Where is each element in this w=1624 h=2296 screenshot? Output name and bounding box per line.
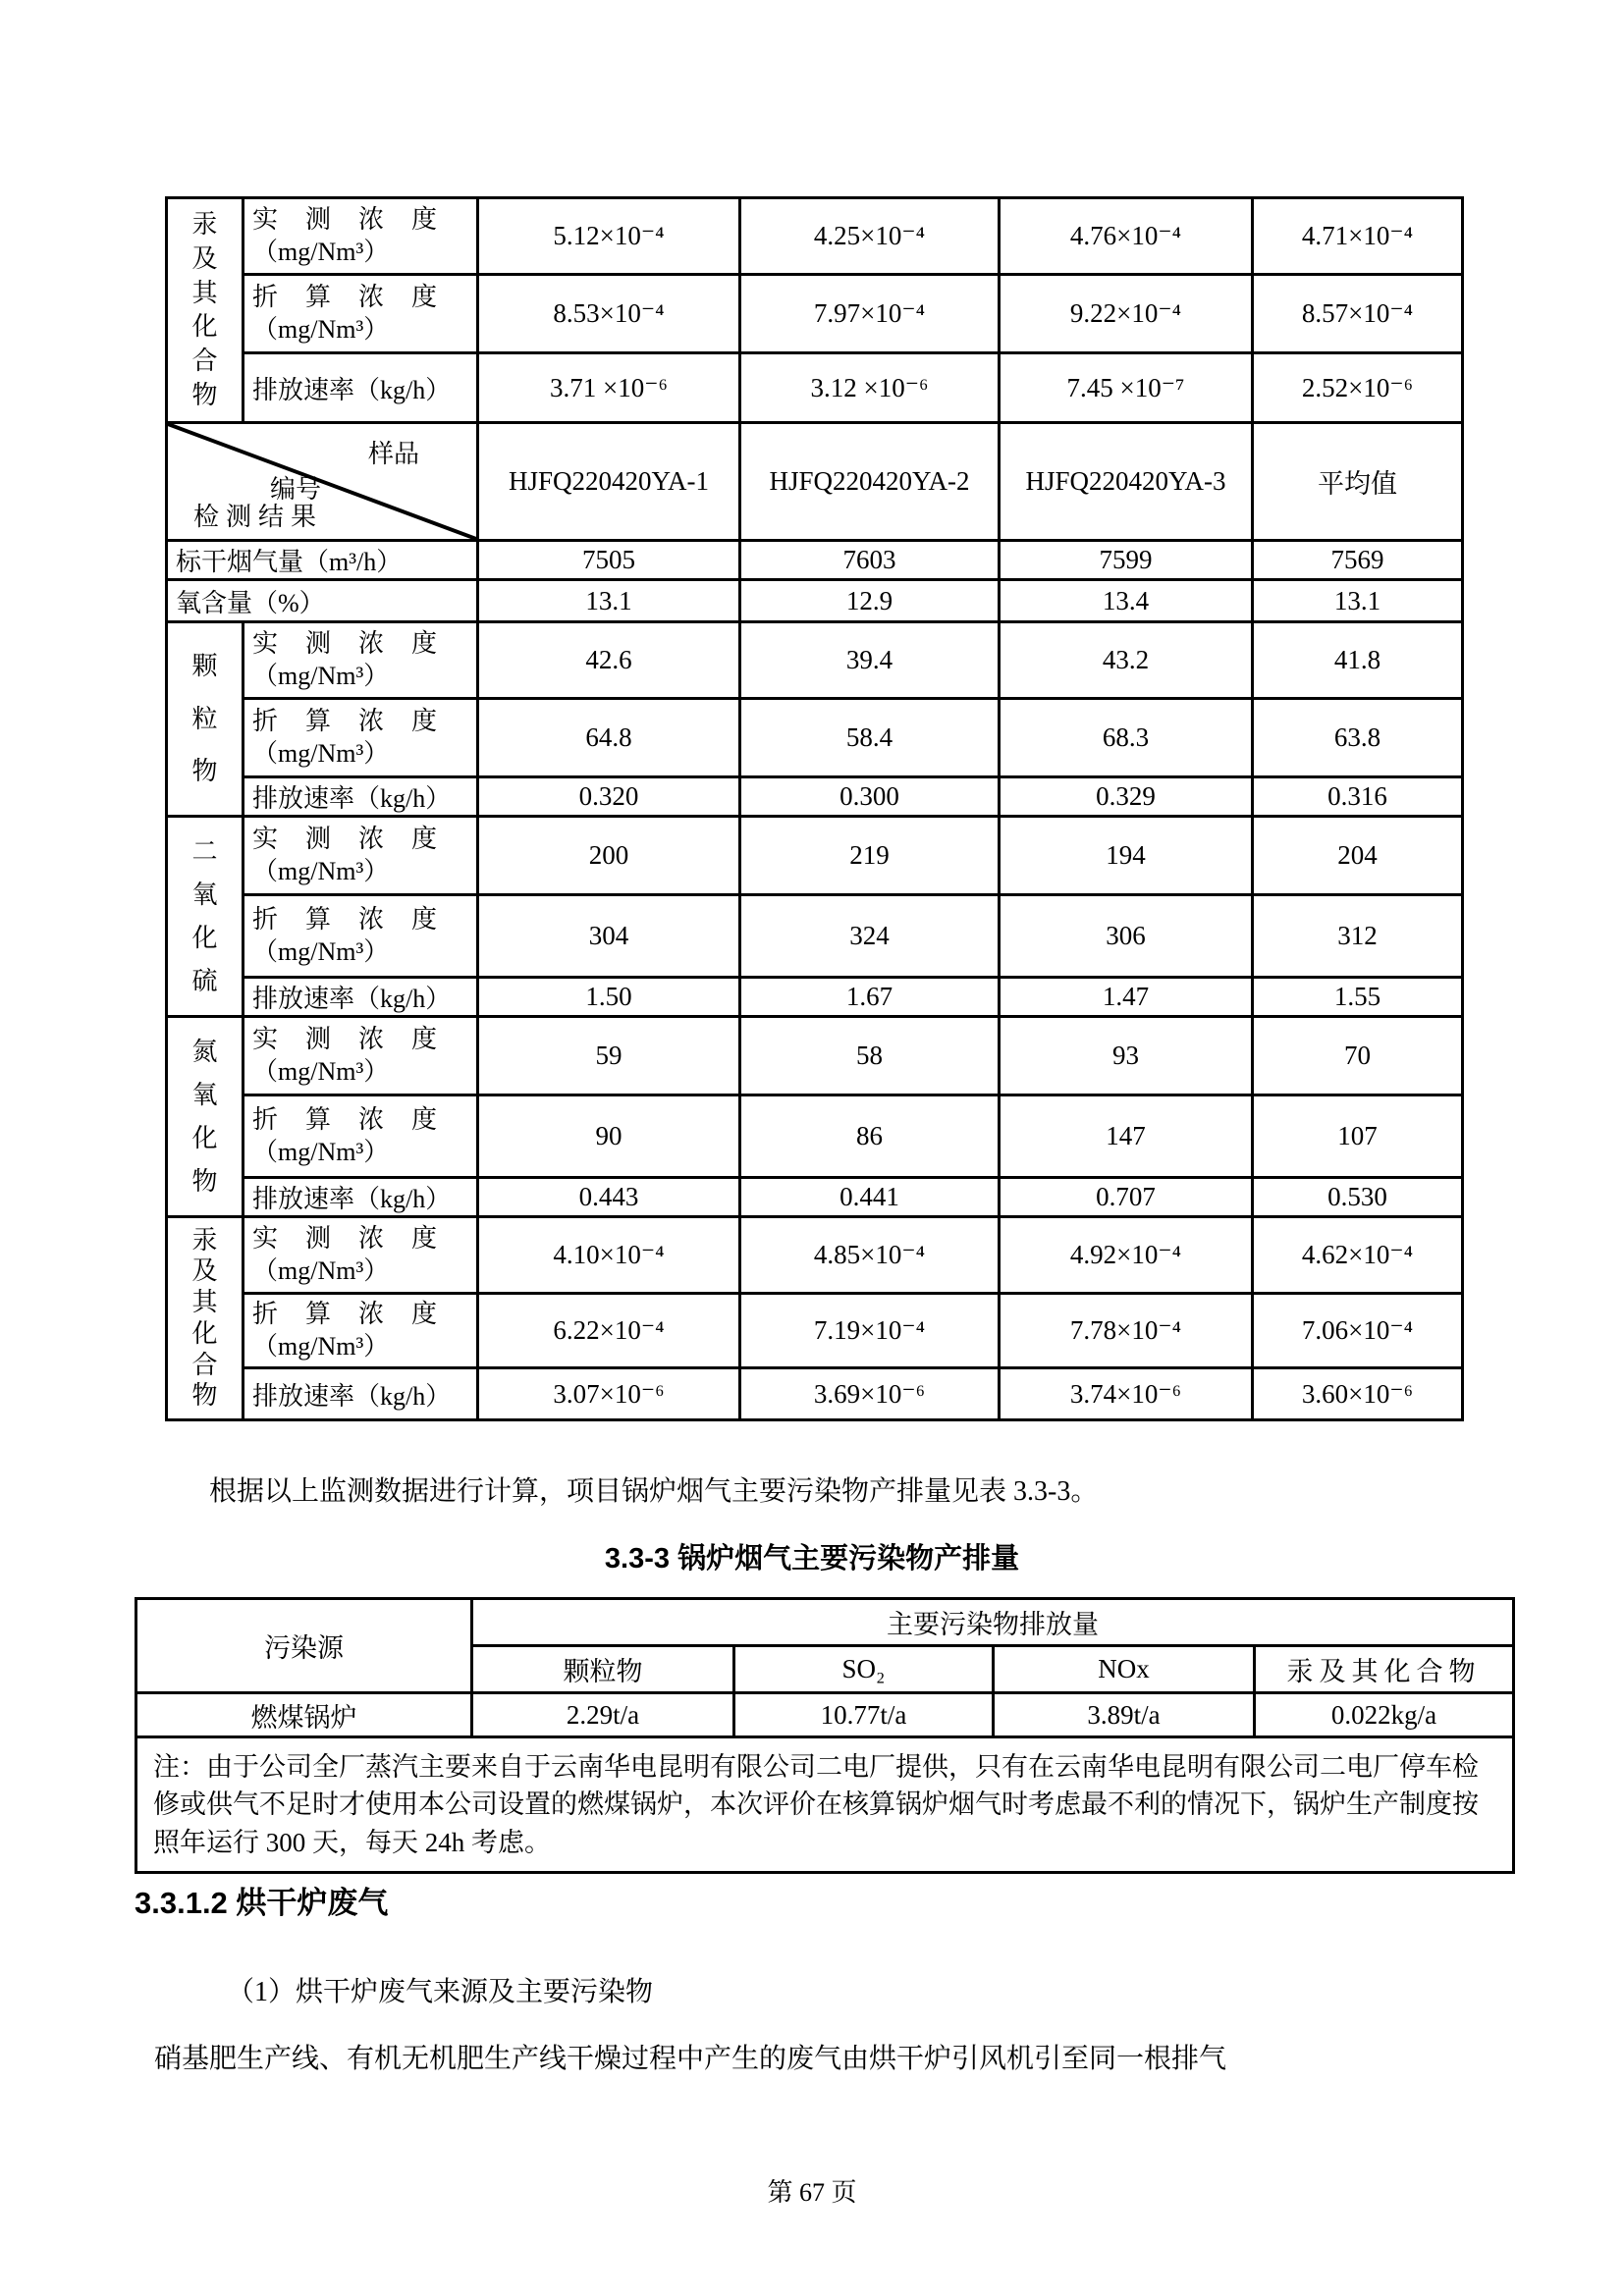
param-label: 排放速率（kg/h）: [252, 985, 452, 1013]
param-cell: [244, 1178, 478, 1217]
paragraph-subitem: （1）烘干炉废气来源及主要污染物: [227, 1977, 654, 2007]
value-cell: 64.8: [478, 699, 740, 777]
col-header-source: 污染源: [136, 1599, 472, 1693]
param-cell: [244, 1294, 478, 1368]
value-cell: 86: [740, 1095, 1000, 1178]
param-cell: [244, 895, 478, 978]
col-header-particulate: 颗粒物: [472, 1646, 734, 1693]
value-cell: 90: [478, 1095, 740, 1178]
value-cell: 70: [1253, 1017, 1463, 1095]
group-label-particulate: 颗 粒 物: [191, 652, 218, 785]
value-cell: 4.85×10⁻⁴: [740, 1217, 1000, 1294]
value-cell: 3.12 ×10⁻⁶: [740, 353, 1000, 423]
param-unit: （mg/Nm³）: [252, 1057, 390, 1087]
value-cell: 0.530: [1253, 1178, 1463, 1217]
corner-label-sample: 样品: [368, 440, 420, 468]
param-unit: （mg/Nm³）: [252, 662, 390, 691]
param-label: 实测浓度: [252, 629, 465, 659]
corner-header-cell: [167, 423, 478, 541]
param-cell: [244, 777, 478, 817]
row-label-cell: [167, 580, 478, 622]
value-cell: 0.316: [1253, 777, 1463, 817]
param-unit: （mg/Nm³）: [252, 857, 390, 886]
param-cell: [244, 1217, 478, 1294]
row-label: 氧含量（%）: [176, 588, 325, 617]
value-cell: 13.4: [1000, 580, 1253, 622]
value-cell: 219: [740, 817, 1000, 895]
paragraph-body: 硝基肥生产线、有机无机肥生产线干燥过程中产生的废气由烘干炉引风机引至同一根排气: [154, 2044, 1227, 2074]
value-cell: 306: [1000, 895, 1253, 978]
value-cell: 107: [1253, 1095, 1463, 1178]
param-label: 排放速率（kg/h）: [252, 784, 452, 813]
value-cell: 7.45 ×10⁻⁷: [1000, 353, 1253, 423]
param-unit: （mg/Nm³）: [252, 315, 390, 345]
page-number: 第 67 页: [767, 2178, 857, 2207]
value-cell: 4.76×10⁻⁴: [1000, 198, 1253, 275]
value-cell: 312: [1253, 895, 1463, 978]
value-cell: 12.9: [740, 580, 1000, 622]
row-label-cell: [167, 541, 478, 580]
param-label: 折算浓度: [252, 905, 465, 934]
value-cell: 7569: [1253, 541, 1463, 580]
value-cell: 41.8: [1253, 622, 1463, 699]
value-cell: 200: [478, 817, 740, 895]
value-cell: 7.19×10⁻⁴: [740, 1294, 1000, 1368]
value-cell: 63.8: [1253, 699, 1463, 777]
value-cell: 3.89t/a: [994, 1693, 1255, 1737]
param-cell: [244, 198, 478, 275]
group-label-cell: [167, 817, 244, 1017]
value-cell: 5.12×10⁻⁴: [478, 198, 740, 275]
table2-title: 3.3-3 锅炉烟气主要污染物产排量: [604, 1543, 1020, 1575]
param-cell: [244, 622, 478, 699]
value-cell: 4.92×10⁻⁴: [1000, 1217, 1253, 1294]
value-cell: 59: [478, 1017, 740, 1095]
col-header-so2: SO₂: [734, 1646, 994, 1693]
value-cell: 0.441: [740, 1178, 1000, 1217]
value-cell: 324: [740, 895, 1000, 978]
param-label: 折算浓度: [252, 707, 465, 736]
col-header-nox: NOx: [994, 1646, 1255, 1693]
param-label: 实测浓度: [252, 825, 465, 854]
value-cell: 147: [1000, 1095, 1253, 1178]
param-label: 排放速率（kg/h）: [252, 375, 452, 404]
value-cell: 7603: [740, 541, 1000, 580]
value-cell: 9.22×10⁻⁴: [1000, 275, 1253, 353]
value-cell: 68.3: [1000, 699, 1253, 777]
corner-label-result: 检测结果: [193, 503, 324, 531]
group-label-cell: [167, 198, 244, 423]
value-cell: 0.443: [478, 1178, 740, 1217]
value-cell: 194: [1000, 817, 1253, 895]
corner-label-number: 编号: [270, 475, 322, 504]
value-cell: 2.52×10⁻⁶: [1253, 353, 1463, 423]
value-cell: 10.77t/a: [734, 1693, 994, 1737]
value-cell: 4.25×10⁻⁴: [740, 198, 1000, 275]
value-cell: 0.300: [740, 777, 1000, 817]
table-note: 注：由于公司全厂蒸汽主要来自于云南华电昆明有限公司二电厂提供，只有在云南华电昆明有限公司二电厂停车检修或供气不足时才使用本公司设置的燃煤锅炉，本次评价在核算锅炉烟气时考虑最不利的情况下，锅炉生产制度按照年运行 300 天，每天 24h 考虑。: [136, 1737, 1514, 1873]
param-cell: [244, 1095, 478, 1178]
value-cell: 93: [1000, 1017, 1253, 1095]
value-cell: 3.60×10⁻⁶: [1253, 1368, 1463, 1420]
value-cell: 42.6: [478, 622, 740, 699]
value-cell: 8.53×10⁻⁴: [478, 275, 740, 353]
value-cell: 4.71×10⁻⁴: [1253, 198, 1463, 275]
section-heading: 3.3.1.2 烘干炉废气: [135, 1886, 389, 1920]
param-unit: （mg/Nm³）: [252, 1332, 390, 1362]
param-unit: （mg/Nm³）: [252, 937, 390, 967]
value-cell: 13.1: [1253, 580, 1463, 622]
value-cell: 1.50: [478, 978, 740, 1017]
value-cell: 0.329: [1000, 777, 1253, 817]
value-cell: 58: [740, 1017, 1000, 1095]
param-cell: [244, 817, 478, 895]
param-label: 实测浓度: [252, 1025, 465, 1054]
value-cell: 3.71 ×10⁻⁶: [478, 353, 740, 423]
sample-column-header: HJFQ220420YA-3: [1000, 423, 1253, 541]
param-unit: （mg/Nm³）: [252, 238, 390, 267]
param-cell: [244, 1368, 478, 1420]
value-cell: 204: [1253, 817, 1463, 895]
value-cell: 6.22×10⁻⁴: [478, 1294, 740, 1368]
row-label: 标干烟气量（m³/h）: [176, 548, 403, 576]
group-label-so2: 二 氧 化 硫: [191, 836, 218, 995]
param-cell: [244, 353, 478, 423]
param-label: 排放速率（kg/h）: [252, 1381, 452, 1411]
value-cell: 4.10×10⁻⁴: [478, 1217, 740, 1294]
group-label-nox: 氮 氧 化 物: [191, 1037, 218, 1196]
value-cell: 1.55: [1253, 978, 1463, 1017]
group-label-cell: [167, 1017, 244, 1217]
param-label: 排放速率（kg/h）: [252, 1185, 452, 1213]
value-cell: 0.022kg/a: [1255, 1693, 1514, 1737]
value-cell: 2.29t/a: [472, 1693, 734, 1737]
value-cell: 13.1: [478, 580, 740, 622]
group-label-mercury-top: 汞 及 其 化 合 物: [191, 209, 218, 410]
col-header-mercury: 汞及其化合物: [1255, 1646, 1514, 1693]
sample-column-header: HJFQ220420YA-2: [740, 423, 1000, 541]
value-cell: 0.320: [478, 777, 740, 817]
param-unit: （mg/Nm³）: [252, 1256, 390, 1286]
param-cell: [244, 699, 478, 777]
param-cell: [244, 1017, 478, 1095]
row-source: 燃煤锅炉: [136, 1693, 472, 1737]
param-cell: [244, 978, 478, 1017]
group-label-cell: [167, 1217, 244, 1420]
param-unit: （mg/Nm³）: [252, 739, 390, 769]
value-cell: 8.57×10⁻⁴: [1253, 275, 1463, 353]
param-label: 折算浓度: [252, 1105, 465, 1135]
paragraph-intro: 根据以上监测数据进行计算，项目锅炉烟气主要污染物产排量见表 3.3-3。: [209, 1476, 1099, 1507]
value-cell: 3.74×10⁻⁶: [1000, 1368, 1253, 1420]
param-label: 折算浓度: [252, 1300, 465, 1329]
value-cell: 0.707: [1000, 1178, 1253, 1217]
value-cell: 1.47: [1000, 978, 1253, 1017]
param-label: 实测浓度: [252, 205, 465, 235]
group-label-mercury: 汞 及 其 化 合 物: [191, 1225, 218, 1411]
group-label-cell: [167, 622, 244, 817]
sample-column-header: HJFQ220420YA-1: [478, 423, 740, 541]
value-cell: 43.2: [1000, 622, 1253, 699]
param-label: 折算浓度: [252, 283, 465, 312]
value-cell: 304: [478, 895, 740, 978]
emission-table: [135, 1597, 1515, 1874]
param-unit: （mg/Nm³）: [252, 1138, 390, 1167]
value-cell: 7.06×10⁻⁴: [1253, 1294, 1463, 1368]
value-cell: 3.69×10⁻⁶: [740, 1368, 1000, 1420]
col-header-emission: 主要污染物排放量: [472, 1599, 1514, 1646]
sample-column-header: 平均值: [1253, 423, 1463, 541]
value-cell: 1.67: [740, 978, 1000, 1017]
value-cell: 39.4: [740, 622, 1000, 699]
param-cell: [244, 275, 478, 353]
value-cell: 7505: [478, 541, 740, 580]
monitoring-table: [165, 196, 1464, 1421]
value-cell: 4.62×10⁻⁴: [1253, 1217, 1463, 1294]
param-label: 实测浓度: [252, 1224, 465, 1254]
value-cell: 7599: [1000, 541, 1253, 580]
value-cell: 58.4: [740, 699, 1000, 777]
value-cell: 7.78×10⁻⁴: [1000, 1294, 1253, 1368]
value-cell: 7.97×10⁻⁴: [740, 275, 1000, 353]
value-cell: 3.07×10⁻⁶: [478, 1368, 740, 1420]
